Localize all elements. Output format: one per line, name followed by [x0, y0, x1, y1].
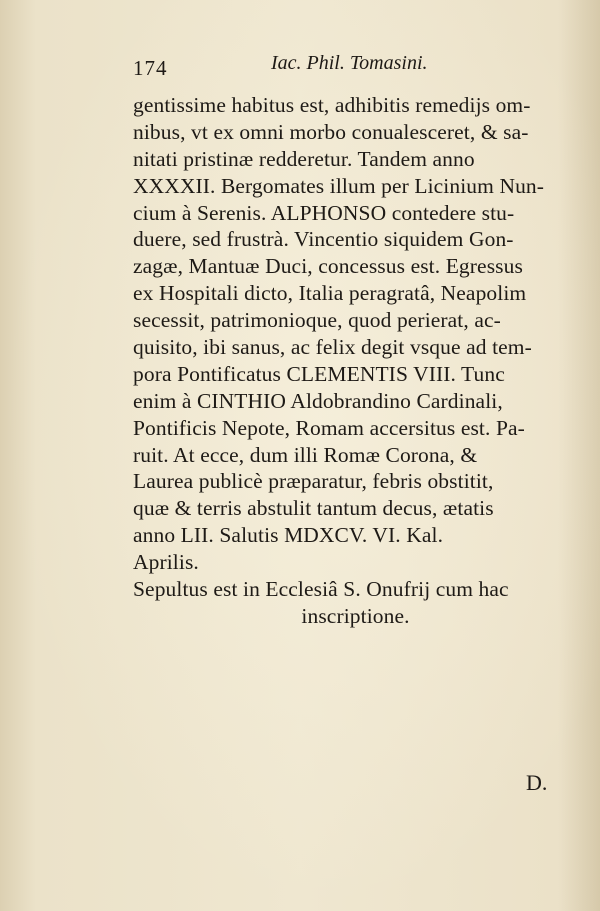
show-through-text: [170, 650, 176, 676]
text-line: gentissime habitus est, adhibitis remedijs om-: [133, 93, 531, 117]
text-line: Pontificis Nepote, Romam accersitus est. Pa-: [133, 415, 525, 440]
body-text: [133, 92, 573, 630]
text-line: Laurea publicè præparatur, febris obstitit,: [133, 469, 494, 494]
page-header: [133, 50, 473, 80]
running-head: Iac. Phil. Tomasini.: [271, 52, 428, 74]
text-line: XXXXII. Bergomates illum per Licinium Nun-: [133, 173, 545, 198]
text-line: cium à Serenis. ALPHONSO contedere stu-: [133, 200, 515, 225]
text-line: ex Hospitali dicto, Italia peragratâ, Neapolim: [133, 281, 527, 306]
text-line: Sepultus est in Ecclesiâ S. Onufrij cum hac: [133, 577, 509, 602]
text-line: anno LII. Salutis MDXCV. VI. Kal.: [133, 523, 444, 548]
text-line: pora Pontificatus CLEMENTIS VIII. Tunc: [133, 361, 505, 386]
text-line: quæ & terris abstulit tantum decus, ætatis: [133, 496, 494, 521]
inscription-line: inscriptione.: [301, 603, 410, 628]
text-line: enim à CINTHIO Aldobrandino Cardinali,: [133, 388, 503, 413]
text-line: Aprilis.: [133, 550, 199, 575]
text-line: duere, sed frustrà. Vincentio siquidem Gon-: [133, 227, 514, 252]
page-number: 174: [133, 56, 168, 80]
text-line: quisito, ibi sanus, ac felix degit vsque ad tem-: [133, 335, 532, 360]
text-line: zagæ, Mantuæ Duci, concessus est. Egressus: [133, 254, 523, 279]
catchword: D.: [526, 770, 548, 795]
text-line: nitati pristinæ redderetur. Tandem anno: [133, 146, 475, 171]
text-line: nibus, vt ex omni morbo conualesceret, & sa-: [133, 119, 529, 144]
text-line: ruit. At ecce, dum illi Romæ Corona, &: [133, 442, 478, 467]
text-line: secessit, patrimonioque, quod perierat, ac-: [133, 308, 501, 333]
